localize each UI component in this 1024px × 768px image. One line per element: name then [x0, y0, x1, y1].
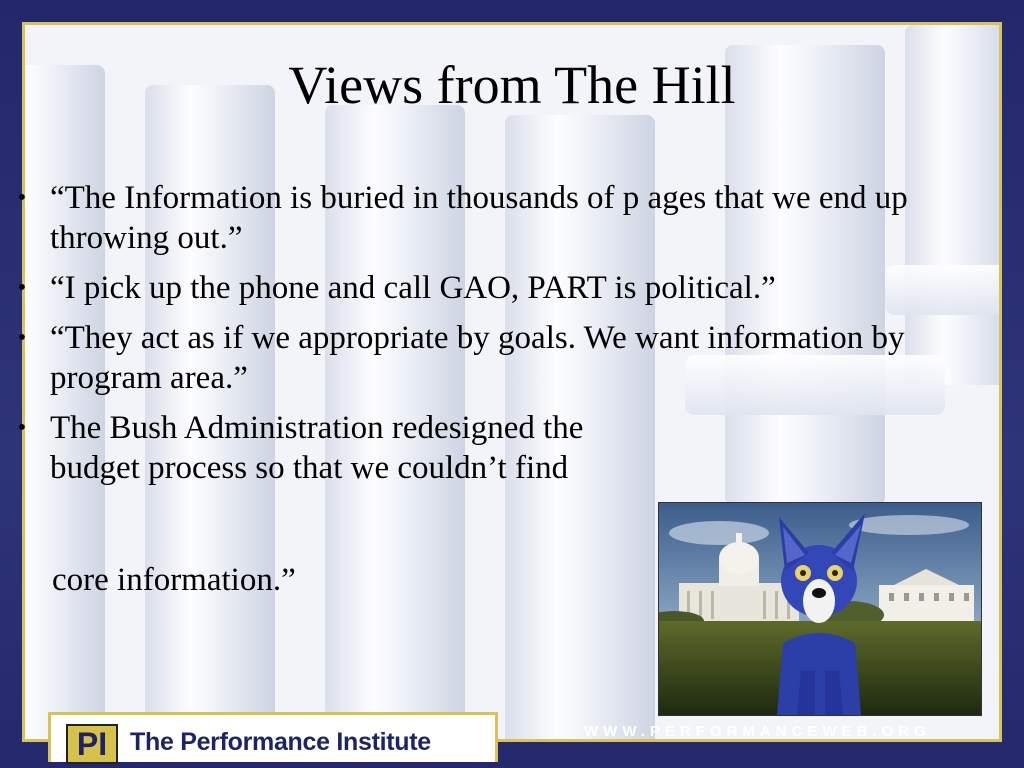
bullet-marker: • [17, 275, 27, 301]
bullet-marker: • [17, 185, 27, 211]
bullet-continuation: core information.” [52, 562, 296, 598]
slide-title: Views from The Hill [288, 55, 736, 115]
bullet-item [12, 318, 932, 398]
bullet-marker: • [17, 325, 27, 351]
website-url: WWW.PERFORMANCEWEB.ORG [584, 723, 931, 740]
bullet-item [12, 268, 932, 308]
painting-illustration [659, 503, 981, 715]
bullet-item [12, 178, 932, 258]
blue-dog-painting [658, 502, 982, 716]
bullet-list [12, 178, 932, 498]
pi-logo: PI [66, 724, 118, 764]
bullet-text: “I pick up the phone and call GAO, PART is political.” [50, 270, 776, 306]
bullet-text: The Bush Administration redesigned the budget process so that we couldn’t find [50, 410, 584, 486]
bullet-item [12, 408, 932, 488]
bullet-text: “They act as if we appropriate by goals. We want information by program area.” [50, 320, 905, 396]
brand-name: The Performance Institute [130, 728, 431, 756]
bullet-marker: • [17, 415, 27, 441]
bullet-text: “The Information is buried in thousands of p ages that we end up throwing out.” [50, 180, 908, 256]
